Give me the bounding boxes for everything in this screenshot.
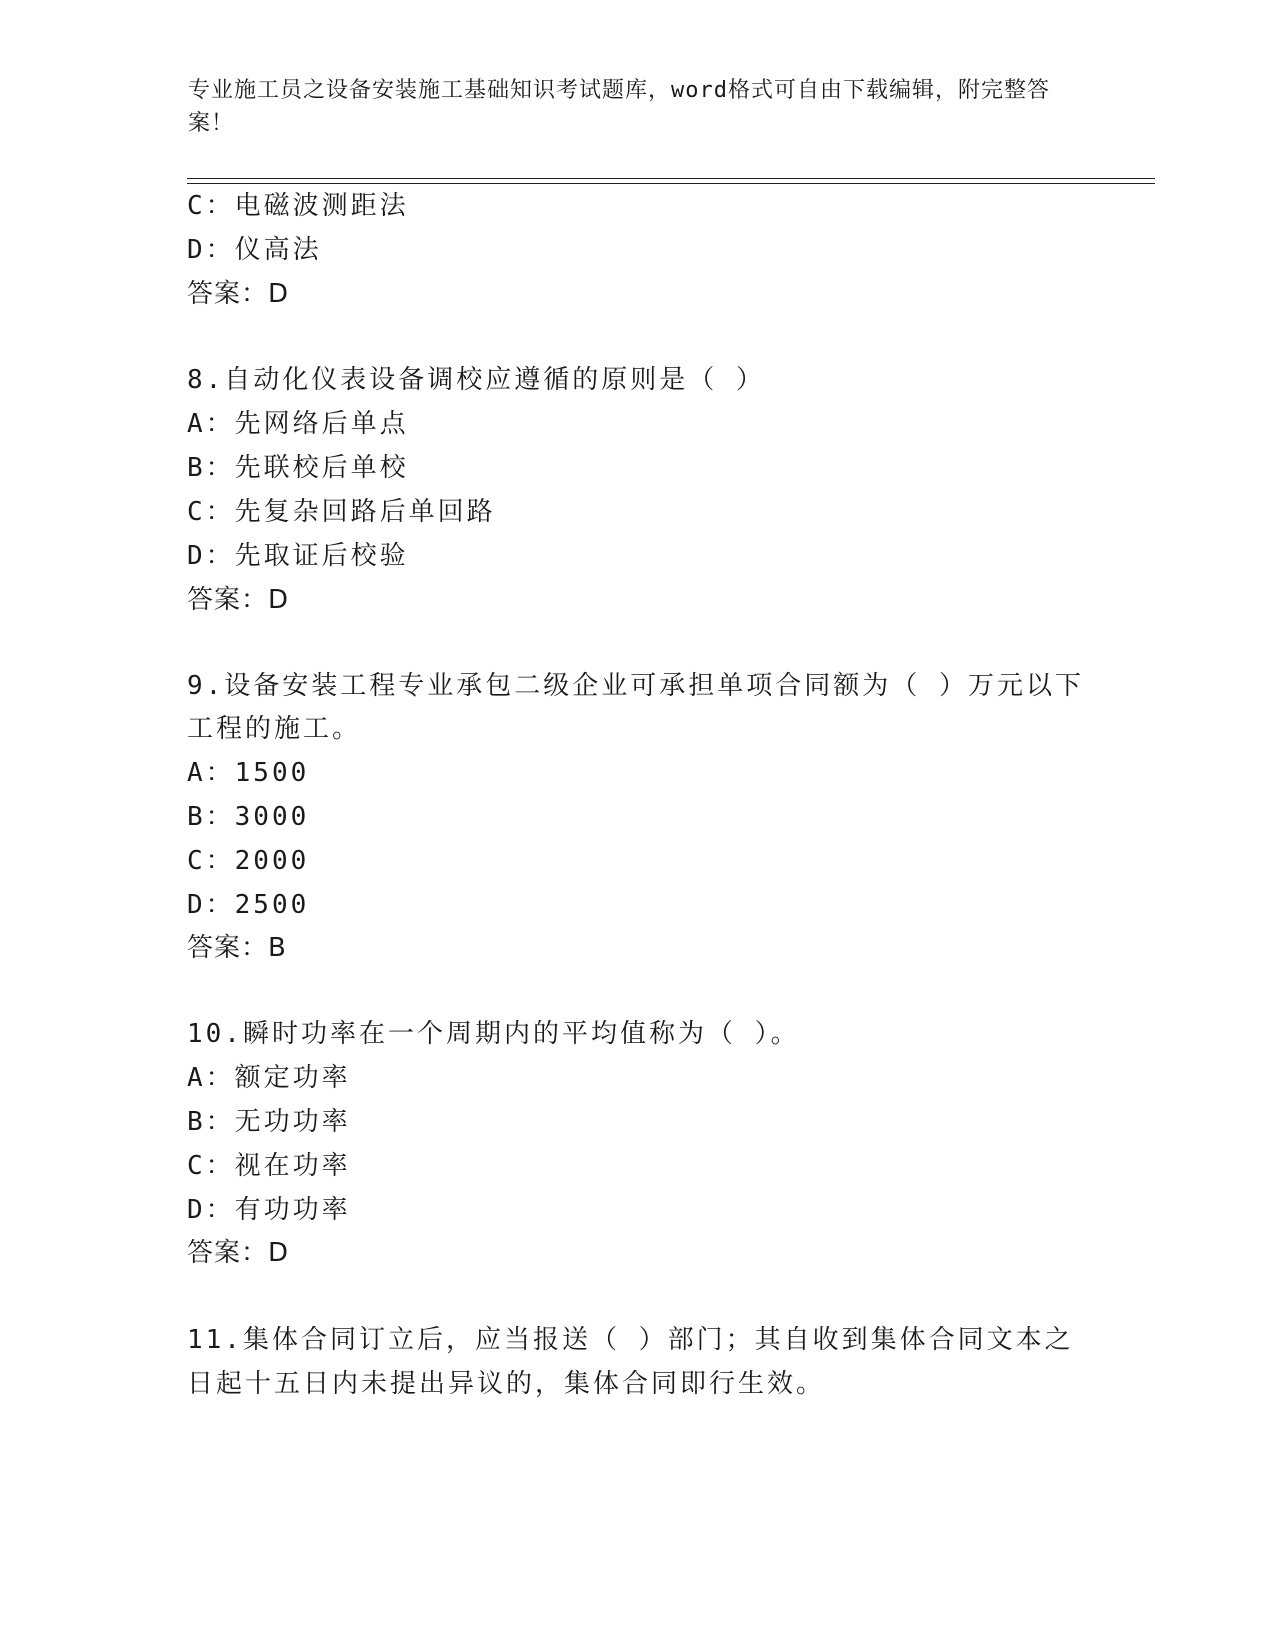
q9-stem-line-1: 9.设备安装工程专业承包二级企业可承担单项合同额为（ ）万元以下 [187, 671, 1084, 701]
q10-option-b: B：无功功率 [187, 1107, 351, 1137]
q8-option-d: D：先取证后校验 [187, 541, 409, 571]
q10-answer: 答案：D [187, 1238, 290, 1268]
q7-answer: 答案：D [187, 279, 290, 309]
q9-option-c: C：2000 [187, 846, 310, 876]
q9-answer: 答案：B [187, 933, 287, 963]
header-divider-bottom [187, 183, 1155, 184]
document-header: 专业施工员之设备安装施工基础知识考试题库，word格式可自由下载编辑，附完整答案！ [188, 78, 1050, 136]
q9-stem-line-2: 工程的施工。 [187, 714, 362, 744]
q9-option-b: B：3000 [187, 802, 310, 832]
q11-stem-line-2: 日起十五日内未提出异议的，集体合同即行生效。 [187, 1369, 826, 1399]
q9-option-d: D：2500 [187, 890, 310, 920]
q11-stem-line-1: 11.集体合同订立后，应当报送（ ）部门；其自收到集体合同文本之 [187, 1325, 1074, 1355]
q8-option-a: A：先网络后单点 [187, 409, 409, 439]
header-divider-top [187, 178, 1155, 179]
q9-option-a: A：1500 [187, 758, 310, 788]
q8-stem: 8.自动化仪表设备调校应遵循的原则是（ ） [187, 365, 765, 395]
q10-option-d: D：有功功率 [187, 1195, 351, 1225]
q10-stem: 10.瞬时功率在一个周期内的平均值称为（ ）。 [187, 1019, 800, 1049]
q10-option-c: C：视在功率 [187, 1151, 351, 1181]
q8-option-b: B：先联校后单校 [187, 453, 409, 483]
q7-option-c: C：电磁波测距法 [187, 191, 409, 221]
q8-answer: 答案：D [187, 585, 290, 615]
q8-option-c: C：先复杂回路后单回路 [187, 497, 496, 527]
q10-option-a: A：额定功率 [187, 1063, 351, 1093]
q7-option-d: D：仪高法 [187, 235, 322, 265]
